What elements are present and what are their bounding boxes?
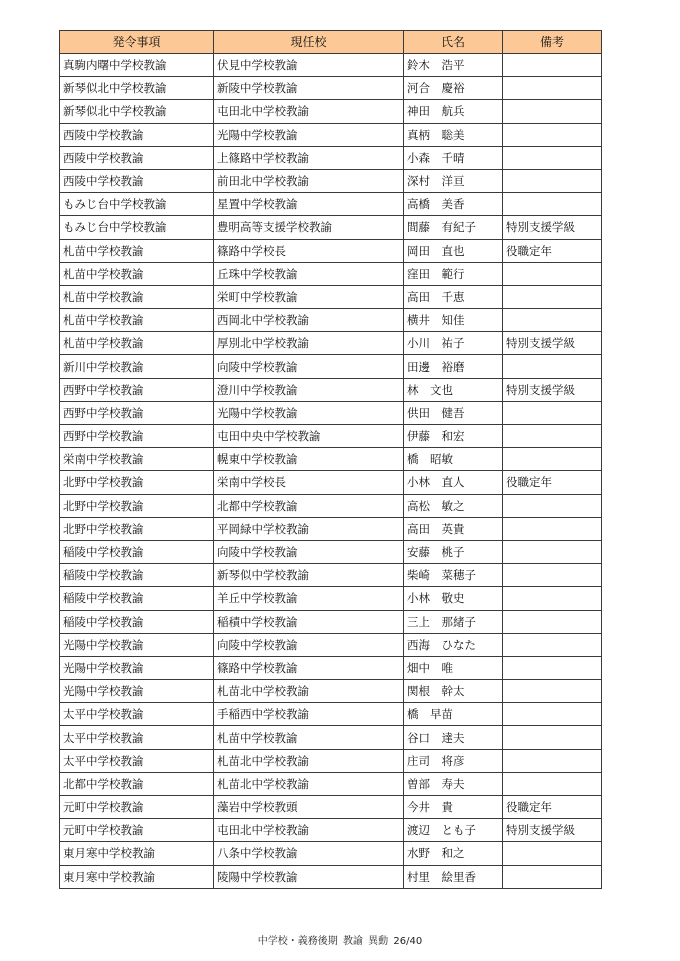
cell-assignment: 札苗中学校教諭 (60, 332, 214, 355)
cell-remarks (503, 77, 602, 100)
cell-name: 小森 千晴 (404, 146, 503, 169)
cell-remarks (503, 540, 602, 563)
cell-assignment: 札苗中学校教諭 (60, 309, 214, 332)
cell-name: 神田 航兵 (404, 100, 503, 123)
cell-remarks (503, 100, 602, 123)
table-row (60, 656, 602, 679)
cell-assignment: 西野中学校教諭 (60, 401, 214, 424)
cell-assignment: 北野中学校教諭 (60, 494, 214, 517)
cell-name: 鈴木 浩平 (404, 54, 503, 77)
cell-assignment: 栄南中学校教諭 (60, 448, 214, 471)
table-row (60, 216, 602, 239)
cell-assignment: 光陽中学校教諭 (60, 656, 214, 679)
cell-remarks (503, 355, 602, 378)
table-body (60, 54, 602, 889)
cell-current-school: 上篠路中学校教諭 (214, 146, 404, 169)
cell-assignment: 稲陵中学校教諭 (60, 564, 214, 587)
table-row (60, 540, 602, 563)
cell-name: 橋 昭敏 (404, 448, 503, 471)
cell-remarks (503, 494, 602, 517)
cell-assignment: 新川中学校教諭 (60, 355, 214, 378)
cell-current-school: 手稲西中学校教諭 (214, 703, 404, 726)
cell-remarks: 役職定年 (503, 239, 602, 262)
cell-name: 小川 祐子 (404, 332, 503, 355)
cell-name: 橋 早苗 (404, 703, 503, 726)
table-row (60, 471, 602, 494)
cell-remarks (503, 146, 602, 169)
cell-remarks (503, 517, 602, 540)
cell-assignment: 稲陵中学校教諭 (60, 540, 214, 563)
table-row (60, 749, 602, 772)
cell-name: 深村 洋亘 (404, 169, 503, 192)
cell-current-school: 篠路中学校教諭 (214, 656, 404, 679)
cell-current-school: 澄川中学校教諭 (214, 378, 404, 401)
table-row (60, 726, 602, 749)
cell-remarks (503, 749, 602, 772)
cell-current-school: 向陵中学校教諭 (214, 540, 404, 563)
cell-assignment: 北都中学校教諭 (60, 772, 214, 795)
table-row (60, 796, 602, 819)
cell-current-school: 新陵中学校教諭 (214, 77, 404, 100)
cell-assignment: 太平中学校教諭 (60, 749, 214, 772)
table-row (60, 865, 602, 888)
cell-current-school: 屯田中央中学校教諭 (214, 425, 404, 448)
cell-name: 曽部 寿夫 (404, 772, 503, 795)
table-row (60, 378, 602, 401)
cell-current-school: 屯田北中学校教諭 (214, 100, 404, 123)
cell-current-school: 厚別北中学校教諭 (214, 332, 404, 355)
cell-remarks (503, 401, 602, 424)
cell-name: 谷口 達夫 (404, 726, 503, 749)
cell-assignment: 西陵中学校教諭 (60, 146, 214, 169)
cell-name: 高田 英貴 (404, 517, 503, 540)
cell-name: 伊藤 和宏 (404, 425, 503, 448)
table-row (60, 123, 602, 146)
cell-name: 供田 健吾 (404, 401, 503, 424)
cell-remarks (503, 169, 602, 192)
table-row (60, 100, 602, 123)
table-row (60, 517, 602, 540)
cell-remarks (503, 587, 602, 610)
cell-assignment: 光陽中学校教諭 (60, 633, 214, 656)
cell-name: 関根 幹太 (404, 680, 503, 703)
cell-remarks (503, 123, 602, 146)
cell-remarks (503, 680, 602, 703)
column-header-assignment: 発令事項 (60, 31, 214, 54)
table-row (60, 262, 602, 285)
cell-remarks (503, 448, 602, 471)
table-row (60, 401, 602, 424)
cell-name: 三上 那緒子 (404, 610, 503, 633)
cell-remarks (503, 193, 602, 216)
table-row (60, 587, 602, 610)
cell-name: 高松 敏之 (404, 494, 503, 517)
table-row (60, 355, 602, 378)
cell-name: 間藤 有紀子 (404, 216, 503, 239)
cell-remarks: 特別支援学級 (503, 378, 602, 401)
cell-name: 渡辺 とも子 (404, 819, 503, 842)
cell-remarks (503, 564, 602, 587)
cell-assignment: 真駒内曙中学校教諭 (60, 54, 214, 77)
table-row (60, 564, 602, 587)
cell-assignment: 稲陵中学校教諭 (60, 610, 214, 633)
cell-assignment: 太平中学校教諭 (60, 703, 214, 726)
cell-remarks (503, 703, 602, 726)
cell-current-school: 新琴似中学校教諭 (214, 564, 404, 587)
cell-current-school: 札苗北中学校教諭 (214, 749, 404, 772)
cell-name: 安藤 桃子 (404, 540, 503, 563)
cell-current-school: 光陽中学校教諭 (214, 401, 404, 424)
table-row (60, 193, 602, 216)
cell-current-school: 陵陽中学校教諭 (214, 865, 404, 888)
personnel-transfer-table (59, 30, 602, 889)
cell-remarks (503, 772, 602, 795)
cell-current-school: 光陽中学校教諭 (214, 123, 404, 146)
cell-assignment: 北野中学校教諭 (60, 471, 214, 494)
cell-remarks: 特別支援学級 (503, 819, 602, 842)
cell-remarks (503, 262, 602, 285)
cell-current-school: 豊明高等支援学校教諭 (214, 216, 404, 239)
footer-page-number: 26/40 (393, 936, 423, 947)
cell-current-school: 丘珠中学校教諭 (214, 262, 404, 285)
cell-current-school: 藻岩中学校教頭 (214, 796, 404, 819)
cell-remarks (503, 656, 602, 679)
cell-name: 真柄 聡美 (404, 123, 503, 146)
table-row (60, 54, 602, 77)
cell-assignment: 西陵中学校教諭 (60, 123, 214, 146)
cell-remarks (503, 309, 602, 332)
cell-assignment: 光陽中学校教諭 (60, 680, 214, 703)
cell-name: 林 文也 (404, 378, 503, 401)
cell-assignment: もみじ台中学校教諭 (60, 193, 214, 216)
cell-name: 横井 知佳 (404, 309, 503, 332)
table-row (60, 77, 602, 100)
cell-name: 小林 敬史 (404, 587, 503, 610)
cell-name: 小林 直人 (404, 471, 503, 494)
cell-assignment: 東月寒中学校教諭 (60, 865, 214, 888)
table-header-row (60, 31, 602, 54)
cell-name: 高橋 美香 (404, 193, 503, 216)
cell-remarks: 役職定年 (503, 796, 602, 819)
table-row (60, 448, 602, 471)
table-row (60, 610, 602, 633)
cell-assignment: 西野中学校教諭 (60, 425, 214, 448)
footer-category: 中学校・義務後期 (257, 936, 338, 947)
table-row (60, 494, 602, 517)
cell-assignment: もみじ台中学校教諭 (60, 216, 214, 239)
cell-remarks (503, 285, 602, 308)
cell-assignment: 札苗中学校教諭 (60, 285, 214, 308)
cell-name: 岡田 直也 (404, 239, 503, 262)
cell-current-school: 札苗北中学校教諭 (214, 680, 404, 703)
cell-name: 高田 千恵 (404, 285, 503, 308)
cell-remarks: 役職定年 (503, 471, 602, 494)
cell-name: 田邊 裕磨 (404, 355, 503, 378)
cell-current-school: 屯田北中学校教諭 (214, 819, 404, 842)
cell-name: 畑中 唯 (404, 656, 503, 679)
footer-type: 異動 (368, 936, 389, 947)
footer-role: 教諭 (342, 936, 363, 947)
cell-remarks (503, 842, 602, 865)
cell-name: 水野 和之 (404, 842, 503, 865)
cell-current-school: 向陵中学校教諭 (214, 633, 404, 656)
cell-current-school: 平岡緑中学校教諭 (214, 517, 404, 540)
table-row (60, 285, 602, 308)
table-row (60, 819, 602, 842)
table-row (60, 146, 602, 169)
cell-name: 村里 絵里香 (404, 865, 503, 888)
cell-remarks (503, 425, 602, 448)
cell-current-school: 札苗北中学校教諭 (214, 772, 404, 795)
cell-current-school: 北都中学校教諭 (214, 494, 404, 517)
cell-assignment: 札苗中学校教諭 (60, 262, 214, 285)
cell-current-school: 栄南中学校長 (214, 471, 404, 494)
cell-assignment: 元町中学校教諭 (60, 796, 214, 819)
cell-name: 河合 慶裕 (404, 77, 503, 100)
cell-assignment: 札苗中学校教諭 (60, 239, 214, 262)
page-footer (0, 932, 680, 947)
cell-remarks: 特別支援学級 (503, 216, 602, 239)
cell-current-school: 星置中学校教諭 (214, 193, 404, 216)
cell-name: 西海 ひなた (404, 633, 503, 656)
cell-current-school: 伏見中学校教諭 (214, 54, 404, 77)
cell-remarks (503, 865, 602, 888)
table-row (60, 332, 602, 355)
column-header-name: 氏名 (404, 31, 503, 54)
cell-assignment: 西陵中学校教諭 (60, 169, 214, 192)
cell-remarks (503, 726, 602, 749)
table-row (60, 680, 602, 703)
cell-assignment: 東月寒中学校教諭 (60, 842, 214, 865)
cell-current-school: 札苗中学校教諭 (214, 726, 404, 749)
cell-remarks (503, 633, 602, 656)
cell-current-school: 向陵中学校教諭 (214, 355, 404, 378)
cell-assignment: 北野中学校教諭 (60, 517, 214, 540)
table-row (60, 239, 602, 262)
cell-remarks: 特別支援学級 (503, 332, 602, 355)
column-header-remarks: 備考 (503, 31, 602, 54)
cell-assignment: 元町中学校教諭 (60, 819, 214, 842)
cell-name: 柴崎 菜穂子 (404, 564, 503, 587)
cell-assignment: 西野中学校教諭 (60, 378, 214, 401)
cell-assignment: 稲陵中学校教諭 (60, 587, 214, 610)
cell-name: 庄司 将彦 (404, 749, 503, 772)
cell-current-school: 幌東中学校教諭 (214, 448, 404, 471)
table-row (60, 772, 602, 795)
column-header-current-school: 現任校 (214, 31, 404, 54)
table-row (60, 309, 602, 332)
cell-current-school: 篠路中学校長 (214, 239, 404, 262)
table-row (60, 425, 602, 448)
cell-current-school: 西岡北中学校教諭 (214, 309, 404, 332)
cell-current-school: 前田北中学校教諭 (214, 169, 404, 192)
cell-assignment: 太平中学校教諭 (60, 726, 214, 749)
cell-assignment: 新琴似北中学校教諭 (60, 77, 214, 100)
cell-remarks (503, 54, 602, 77)
cell-name: 窪田 範行 (404, 262, 503, 285)
table-row (60, 169, 602, 192)
cell-current-school: 八条中学校教諭 (214, 842, 404, 865)
cell-assignment: 新琴似北中学校教諭 (60, 100, 214, 123)
table-row (60, 703, 602, 726)
cell-current-school: 稲積中学校教諭 (214, 610, 404, 633)
cell-remarks (503, 610, 602, 633)
cell-current-school: 羊丘中学校教諭 (214, 587, 404, 610)
table-row (60, 633, 602, 656)
cell-current-school: 栄町中学校教諭 (214, 285, 404, 308)
table-row (60, 842, 602, 865)
cell-name: 今井 貴 (404, 796, 503, 819)
